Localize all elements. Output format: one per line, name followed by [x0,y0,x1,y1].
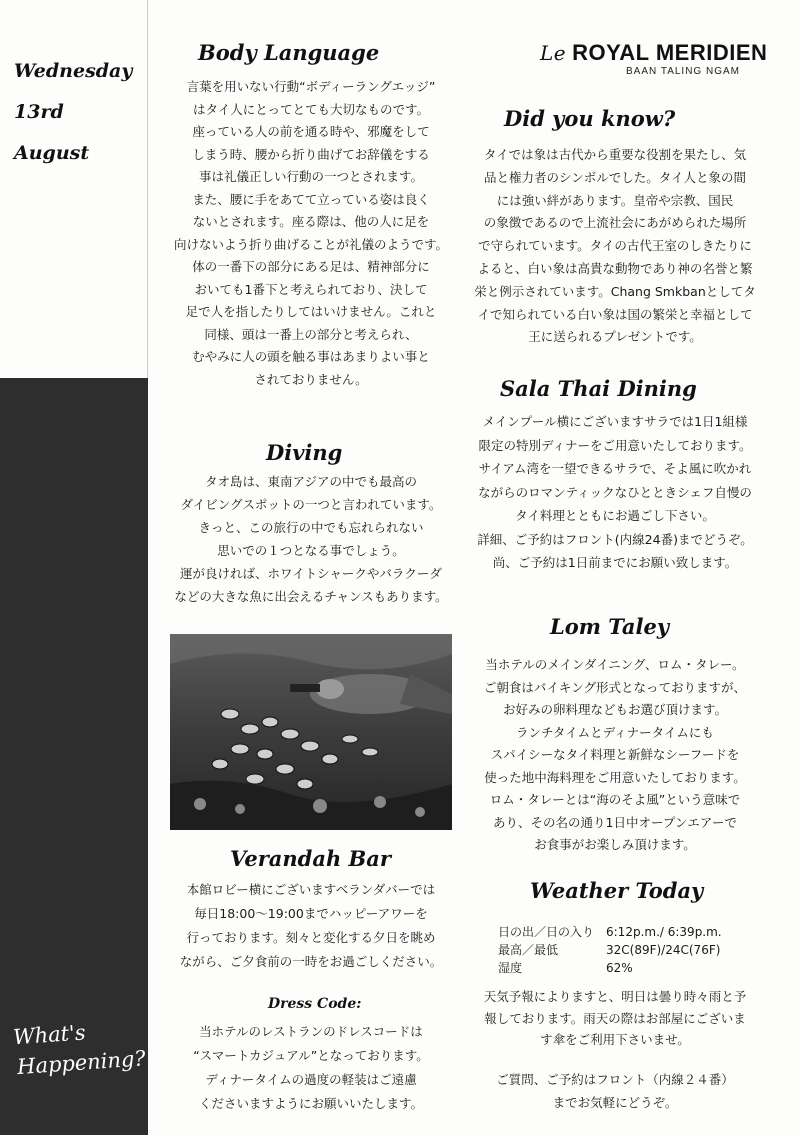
text-line: ないとされます。座る際は、他の人に足を [192,214,430,229]
text-line: 尚、ご予約は1日前までにお願い致します。 [492,555,738,570]
text-line: 足で人を指したりしてはいけません。これと [185,304,437,319]
body-language-heading: Body Language [198,40,380,65]
text-line: イで知られている白い象は国の繁栄と幸福として [477,306,753,322]
tagline-line-1: What's [12,1020,87,1050]
date-weekday: Wednesday [14,60,133,82]
text-line: ダイビングスポットの一つと言われています。 [180,497,442,512]
text-line: はタイ人にとってとても大切なものです。 [192,101,429,117]
text-line: などの大きな魚に出会えるチャンスもあります。 [174,589,448,604]
sidebar-light-panel [0,0,148,378]
text-line: 思いでの１つとなる事でしょう。 [217,543,405,558]
text-line: 言葉を用いない行動“ボディーラングエッジ” [186,79,436,94]
weather-label: 湿度 [498,961,523,975]
text-line: 報しております。雨天の際はお部屋にございま [484,1010,746,1026]
whats-happening-tagline [12,1014,147,1083]
date-month: August [14,142,90,164]
text-line: ディナータイムの過度の軽装はご遠慮 [205,1072,417,1087]
body-language-text [150,76,472,391]
text-line: ロム・タレーとは“海のそよ風”という意味で [489,792,741,807]
underwater-fish-image [170,634,452,830]
diving-photo [170,634,452,830]
text-line: 当ホテルのレストランのドレスコードは [199,1024,423,1039]
text-line: 行っております。刻々と変化する夕日を眺め [186,930,436,945]
weather-value: 62% [606,961,633,975]
weather-heading: Weather Today [530,878,704,903]
text-line: 栄と例示されています。Chang Smkbanとしてタ [474,283,756,299]
logo-prefix: Le [540,41,567,65]
text-line: おいても1番下と考えられており、決して [194,281,428,297]
text-line: 運が良ければ、ホワイトシャークやバラクーダ [180,566,442,581]
text-line: までお気軽にどうぞ。 [552,1095,678,1110]
text-line: スパイシーなタイ料理と新鮮なシーフードを [490,747,740,762]
verandah-bar-heading: Verandah Bar [230,846,391,871]
text-line: “スマートカジュアル”となっております。 [193,1048,429,1063]
text-line: しまう時、腰から折り曲げてお辞儀をする [192,146,430,162]
weather-row [498,923,788,941]
text-line: きっと、この旅行の中でも忘れられない [198,520,424,535]
text-line: 毎日18:00～19:00までハッピーアワーを [194,906,428,921]
text-line: くださいますようにお願いいたします。 [198,1096,423,1111]
hotel-logo [540,40,780,77]
text-line: また、腰に手をあてて立っている姿は良く [192,191,430,207]
weather-value: 6:12p.m./ 6:39p.m. [606,925,722,939]
text-line: の象徴であるので上流社会にあがめられた場所 [483,215,747,231]
text-line: あり、その名の通り1日中オープンエアーで [493,814,737,830]
text-line: 座っている人の前を通る時や、邪魔をして [192,124,430,139]
text-line: サイアム湾を一望できるサラで、そよ風に吹かれ [478,461,752,476]
text-line: ながらのロマンティックなひとときシェフ自慢の [478,484,752,500]
text-line: ご朝食はバイキング形式となっておりますが、 [483,679,747,695]
text-line: タイでは象は古代から重要な役割を果たし、気 [483,147,747,162]
text-line: ながら、ご夕食前の一時をお過ごしください。 [179,954,443,969]
weather-table [498,923,788,977]
text-line: されておりません。 [254,371,368,387]
weather-row [498,959,788,977]
text-line: 同様、頭は一番上の部分と考えられ、 [204,326,418,342]
sala-thai-text [430,410,800,575]
dress-code-text [150,1020,472,1116]
tagline-line-2: Happening? [16,1046,147,1080]
did-you-know-heading: Did you know? [504,106,676,131]
text-line: 限定の特別ディナーをご用意いたしております。 [478,437,752,453]
text-line: 向けないよう折り曲げることが礼儀のようです。 [173,236,448,252]
text-line: 品と権力者のシンボルでした。タイ人と象の間 [484,169,746,185]
lom-taley-text [430,654,800,857]
text-line: ランチタイムとディナータイムにも [516,724,714,740]
text-line: ご質問、ご予約はフロント（内線２４番） [496,1072,734,1087]
text-line: 詳細、ご予約はフロント(内線24番)までどうぞ。 [477,531,753,547]
diving-heading: Diving [266,440,343,465]
text-line: お食事がお楽しみ頂けます。 [534,837,696,852]
lom-taley-heading: Lom Taley [550,614,670,639]
text-line: 体の一番下の部分にある足は、精神部分に [192,259,430,274]
text-line: タオ島は、東南アジアの中でも最高の [204,474,417,489]
text-line: 使った地中海料理をご用意いたしております。 [484,769,746,785]
forecast-text [430,986,800,1051]
logo-name: ROYAL MERIDIEN [572,40,768,65]
weather-label: 最高／最低 [498,943,559,957]
text-line: 当ホテルのメインダイニング、ロム・タレー。 [485,657,745,672]
text-line: で守られています。タイの古代王室のしきたりに [478,238,752,254]
text-line: 事は礼儀正しい行動の一つとされます。 [198,169,423,184]
text-line: 王に送られるプレゼントです。 [528,329,702,345]
weather-label: 日の出／日の入り [498,925,595,939]
verandah-bar-text [150,878,472,974]
text-line: には強い絆があります。皇帝や宗教、国民 [496,192,734,208]
text-line: むやみに人の頭を触る事はあまりよい事と [192,349,430,364]
text-line: 天気予報によりますと、明日は曇り時々雨と予 [483,989,747,1004]
text-line: お好みの卵料理などもお選び頂けます。 [502,702,727,717]
logo-subtitle: BAAN TALING NGAM [626,66,740,77]
did-you-know-text [430,144,800,349]
weather-row [498,941,788,959]
weather-value: 32C(89F)/24C(76F) [606,943,721,957]
text-line: タイ料理とともにお過ごし下さい。 [515,508,715,523]
date-day: 13rd [14,101,64,123]
text-line: す傘をご利用下さいませ。 [540,1032,690,1047]
text-line: 本館ロビー横にございますベランダバーでは [186,882,436,897]
text-line: よると、白い象は高貴な動物であり神の名誉と繁 [477,260,753,276]
diving-text [150,470,472,608]
dress-code-heading: Dress Code: [268,996,362,1012]
contact-text [430,1068,800,1114]
text-line: メインプール横にございますサラでは1日1組様 [482,414,748,429]
sala-thai-heading: Sala Thai Dining [500,376,697,401]
